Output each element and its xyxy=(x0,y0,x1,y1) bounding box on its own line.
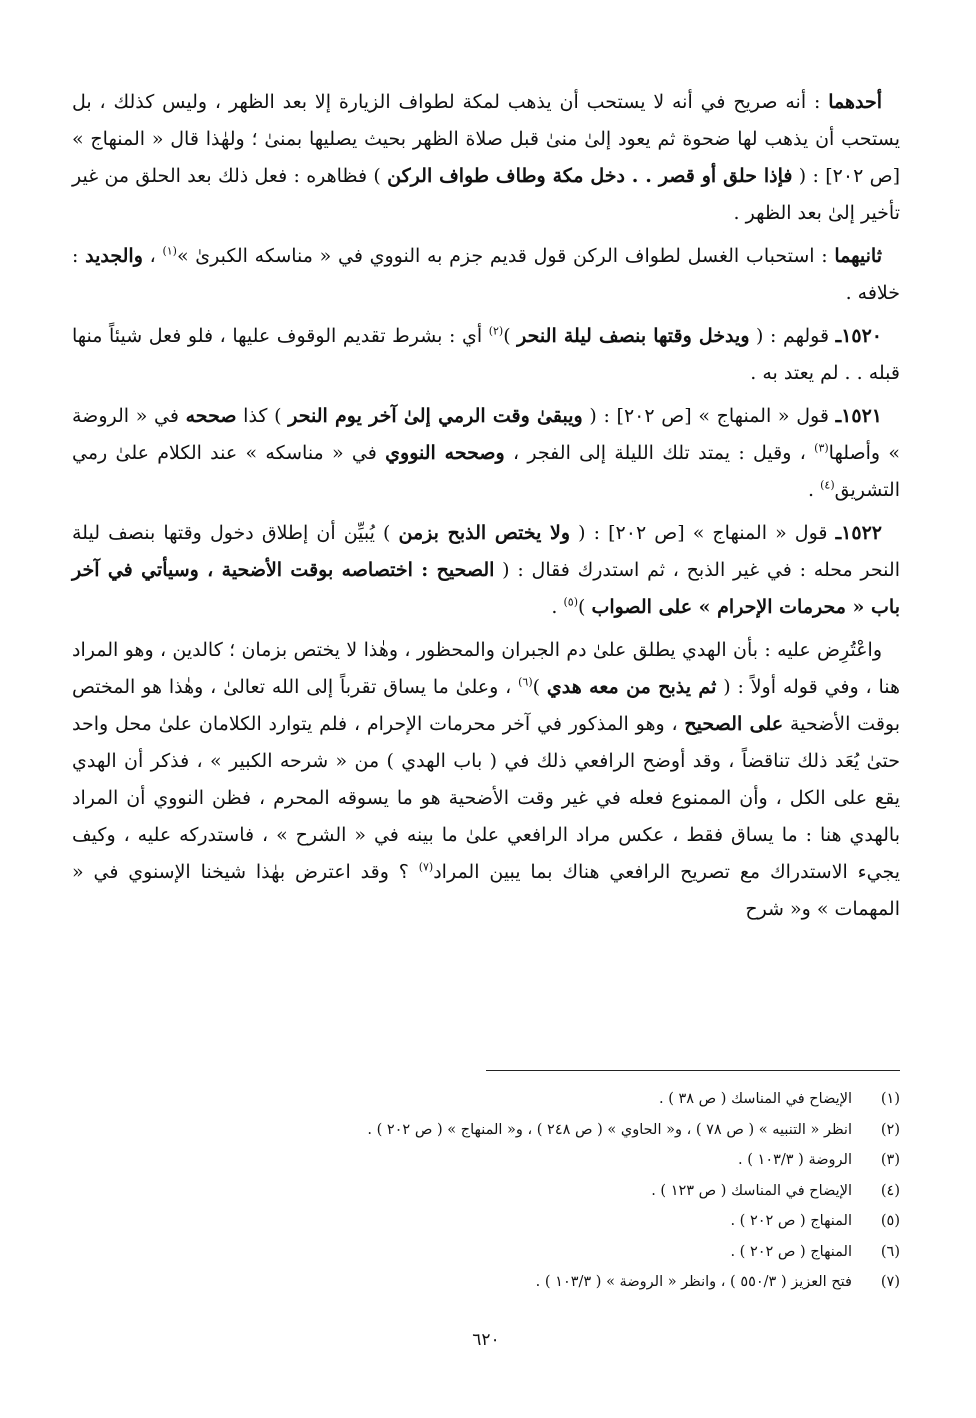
text-segment: ) xyxy=(503,325,518,347)
bold-text-segment: صححه xyxy=(185,405,237,427)
footnote-number: (٣) xyxy=(880,1152,900,1168)
text-segment: ) فظاهره : فعل ذلك بعد الحلق من غير تأخير إلىٰ بعد الظهر . xyxy=(72,165,900,224)
footnote-item xyxy=(72,1115,900,1146)
footnote-text: المنهاج ( ص ٢٠٢ ) . xyxy=(730,1213,852,1229)
text-segment: ، xyxy=(142,245,163,267)
bold-text-segment: على الصحيح xyxy=(684,713,784,735)
page-number: ٦٢٠ xyxy=(472,1330,500,1350)
text-segment: أي : بشرط تقديم الوقوف عليها ، فلو فعل شيئاً منها قبله . . لم يعتد به . xyxy=(72,325,900,384)
footnote-marker: (٦) xyxy=(518,675,533,689)
footnote-item xyxy=(72,1206,900,1237)
bold-text-segment: ثانيهما xyxy=(834,245,882,267)
footnote-marker: (١) xyxy=(162,244,177,258)
text-segment: قولهم : ( xyxy=(749,325,836,347)
footnote-number: (٥) xyxy=(880,1213,900,1229)
footnote-marker: (٧) xyxy=(418,860,434,874)
paragraph-p2 xyxy=(72,238,900,312)
text-segment: قول « المنهاج » [ص ٢٠٢] : ( xyxy=(582,405,836,427)
text-segment: : أنه صريح في أنه لا يستحب أن يذهب لمكة لطواف الزيارة إلا بعد الظهر ، وليس كذلك ، بل يستحب أن يذهب لها ضحوة ثم يعود إلىٰ منىٰ قبل صلاة الظهر بحيث يصليها بمنىٰ ؛ ولهٰذا قال « المنهاج » [ص ٢٠٢] : ( xyxy=(72,91,900,187)
paragraph-p5 xyxy=(72,515,900,626)
text-segment: : خلافه . xyxy=(72,245,900,304)
bold-text-segment: الصحيح : اختصاصه بوقت الأضحية ، وسيأتي في آخر باب « محرمات الإحرام » على الصواب xyxy=(72,559,900,618)
paragraph-p6 xyxy=(72,632,900,928)
text-segment: ، وقيل : يمتد تلك الليلة إلى الفجر ، xyxy=(504,442,815,464)
bold-text-segment: فإذا حلق أو قصر . . دخل مكة وطاف طواف الركن xyxy=(387,165,793,187)
bold-text-segment: ولا يختص الذبح بزمن xyxy=(398,522,571,544)
text-segment: ) xyxy=(532,676,547,698)
footnote-number: (٦) xyxy=(880,1243,900,1260)
bold-text-segment: أحدهما xyxy=(828,91,882,113)
footnote-item xyxy=(72,1176,900,1207)
footnote-separator-rule xyxy=(486,1070,900,1071)
paragraph-p4 xyxy=(72,398,900,509)
text-segment: في « الروضة » وأصلها xyxy=(72,405,900,464)
text-segment: ، وهو المذكور في آخر محرمات الإحرام ، فلم يتوارد الكلامان علىٰ محل واحد حتىٰ يُعَد ذلك تناقضاً ، وقد أوضح الرافعي ذلك في ( باب الهدي ) من « شرحه الكبير » ، فذكر أن الهدي يقع على الكل ، وأن الممنوع فعله في غير وقت الأضحية هو ما يسوقه المحرم ، فظن النووي أن المراد بالهدي هنا : ما يساق فقط ، عكس مراد الرافعي علىٰ ما بينه في « الشرح » ، فاستدركه عليه ، وكيف يجيء الاستدراك مع تصريح الرافعي هناك بما يبين المراد xyxy=(72,713,900,883)
footnote-number: (٢) xyxy=(880,1121,900,1138)
bold-text-segment: ١٥٢٢ـ xyxy=(835,522,882,544)
text-segment: ) كذا xyxy=(236,405,289,427)
footnote-marker: (٣) xyxy=(814,441,829,455)
text-segment: ) xyxy=(577,596,592,618)
footnote-item xyxy=(72,1084,900,1115)
paragraph-p3 xyxy=(72,318,900,392)
bold-text-segment: وصححه النووي xyxy=(385,442,505,464)
text-segment: ، وعلىٰ ما يساق تقرباً إلى الله تعالىٰ ، وهٰذا هو المختص بوقت الأضحية xyxy=(72,676,901,735)
paragraph-p1 xyxy=(72,84,900,232)
footnote-marker: (٥) xyxy=(563,595,578,609)
text-segment: . xyxy=(808,479,821,501)
footnotes xyxy=(72,1084,900,1298)
footnote-text: المنهاج ( ص ٢٠٢ ) . xyxy=(730,1243,852,1260)
bold-text-segment: ١٥٢٠ـ xyxy=(835,325,883,347)
footnote-item xyxy=(72,1237,900,1268)
text-segment: ؟ وقد اعترض بهٰذا شيخنا الإسنوي في « المهمات » و« شرح xyxy=(72,861,900,920)
text-segment: . xyxy=(551,596,564,618)
text-segment: واعْتُرِض عليه : بأن الهدي يطلق علىٰ دم الجبران والمحظور ، وهٰذا لا يختص بزمان ؛ كالدين ، وهو المراد هنا ، وفي قوله أولاً : ( xyxy=(72,639,900,698)
text-segment: في « مناسكه » عند الكلام علىٰ رمي التشريق xyxy=(72,442,900,501)
text-segment: : استحباب الغسل لطواف الركن قول قديم جزم به النووي في « مناسكه الكبرىٰ » xyxy=(176,245,835,267)
footnote-number: (٤) xyxy=(880,1182,900,1199)
bold-text-segment: ١٥٢١ـ xyxy=(835,405,882,427)
footnote-text: فتح العزيز ( ٥٥٠/٣ ) ، وانظر « الروضة » ( ١٠٣/٣ ) . xyxy=(535,1274,852,1290)
page xyxy=(72,84,900,1384)
footnote-text: الإيضاح في المناسك ( ص ٣٨ ) . xyxy=(659,1091,852,1107)
footnote-item xyxy=(72,1145,900,1176)
footnote-text: الروضة ( ١٠٣/٣ ) . xyxy=(738,1152,852,1168)
footnote-marker: (٤) xyxy=(820,478,835,492)
footnote-text: الإيضاح في المناسك ( ص ١٢٣ ) . xyxy=(651,1182,852,1199)
bold-text-segment: ثم يذبح من معه هدي xyxy=(546,676,717,698)
bold-text-segment: والجديد xyxy=(85,245,143,267)
footnote-item xyxy=(72,1267,900,1298)
bold-text-segment: ويبقىٰ وقت الرمي إلىٰ آخر يوم النحر xyxy=(288,405,583,427)
footnote-text: انظر « التنبيه » ( ص ٧٨ ) ، و« الحاوي » ( ص ٢٤٨ ) ، و« المنهاج » ( ص ٢٠٢ ) . xyxy=(367,1121,852,1138)
text-segment: ) يُبيِّن أن إطلاق دخول وقتها بنصف ليلة النحر محله : في غير الذبح ، ثم استدرك فقال : ( xyxy=(72,522,900,581)
bold-text-segment: ويدخل وقتها بنصف ليلة النحر xyxy=(517,325,750,347)
footnote-number: (٧) xyxy=(880,1274,900,1290)
footnote-number: (١) xyxy=(880,1091,900,1107)
text-segment: قول « المنهاج » [ص ٢٠٢] : ( xyxy=(570,522,836,544)
footnote-marker: (٢) xyxy=(488,324,504,338)
body-text xyxy=(72,84,900,928)
